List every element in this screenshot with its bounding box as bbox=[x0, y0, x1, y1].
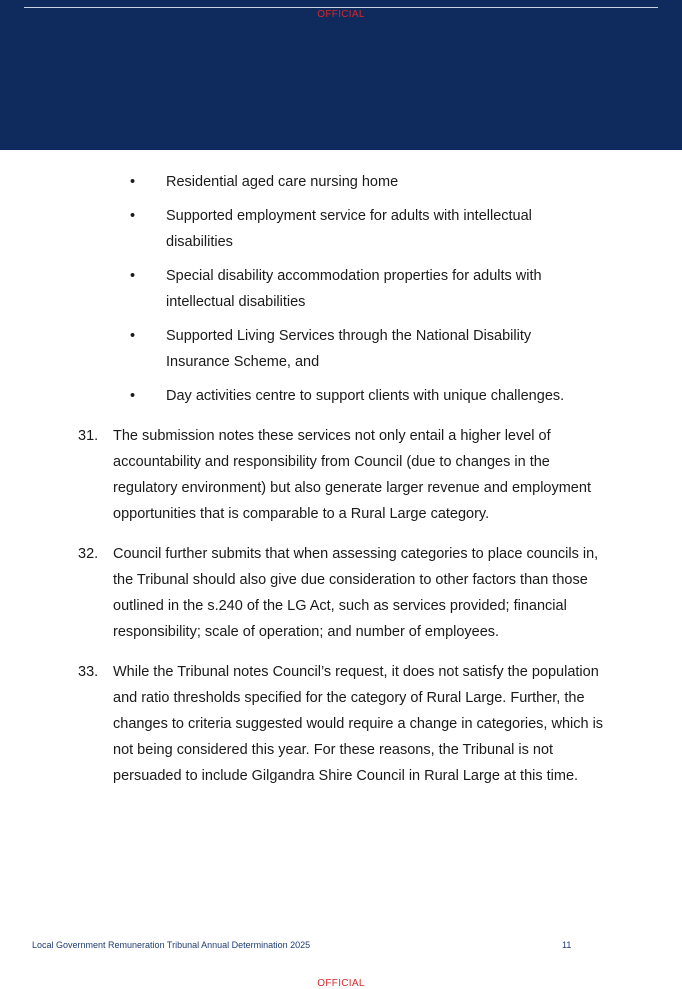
footer-title: Local Government Remuneration Tribunal Annual Determination 2025 bbox=[32, 940, 311, 950]
security-marking-top: OFFICIAL bbox=[317, 9, 365, 20]
paragraph-text: Council further submits that when assessing categories to place councils in, the Tribunal should also give due consideration to other factors than those outlined in the s.240 of the LG Act, such as services provided; financial responsibility; scale of operation; and number of employees. bbox=[113, 546, 599, 640]
list-item bbox=[0, 169, 566, 195]
paragraph-number: 32. bbox=[78, 546, 99, 562]
list-item-text: Supported Living Services through the National Disability Insurance Scheme, and bbox=[166, 328, 532, 370]
paragraph-32 bbox=[0, 541, 613, 645]
bullet-list bbox=[0, 169, 682, 417]
paragraph-33 bbox=[0, 659, 613, 789]
list-item-text: Day activities centre to support clients with unique challenges. bbox=[166, 388, 565, 404]
bullet-icon: • bbox=[130, 328, 136, 344]
list-item bbox=[0, 203, 566, 255]
list-item-text: Supported employment service for adults with intellectual disabilities bbox=[166, 208, 532, 250]
paragraph-31 bbox=[0, 423, 613, 527]
numbered-paragraphs bbox=[0, 423, 682, 803]
list-item bbox=[0, 383, 566, 409]
bullet-icon: • bbox=[130, 268, 136, 284]
bullet-icon: • bbox=[130, 208, 136, 224]
header-band bbox=[0, 0, 682, 150]
paragraph-text: The submission notes these services not only entail a higher level of accountability and responsibility from Council (due to changes in the regulatory environment) but also generate larger revenue and employment opportunities that is comparable to a Rural Large category. bbox=[113, 428, 591, 522]
list-item-text: Special disability accommodation properties for adults with intellectual disabilities bbox=[166, 268, 542, 310]
bullet-icon: • bbox=[130, 174, 136, 190]
header-rule bbox=[24, 7, 658, 8]
paragraph-number: 31. bbox=[78, 428, 99, 444]
bullet-icon: • bbox=[130, 388, 136, 404]
page-number: 11 bbox=[562, 940, 572, 950]
list-item-text: Residential aged care nursing home bbox=[166, 174, 399, 190]
security-marking-bottom: OFFICIAL bbox=[317, 978, 365, 989]
list-item bbox=[0, 323, 566, 375]
list-item bbox=[0, 263, 566, 315]
paragraph-number: 33. bbox=[78, 664, 99, 680]
paragraph-text: While the Tribunal notes Council’s request, it does not satisfy the population and ratio thresholds specified for the category of Rural Large. Further, the changes to criteria suggested would require a change in categories, which is not being considered this year. For these reasons, the Tribunal is not persuaded to include Gilgandra Shire Council in Rural Large at this time. bbox=[113, 664, 604, 784]
